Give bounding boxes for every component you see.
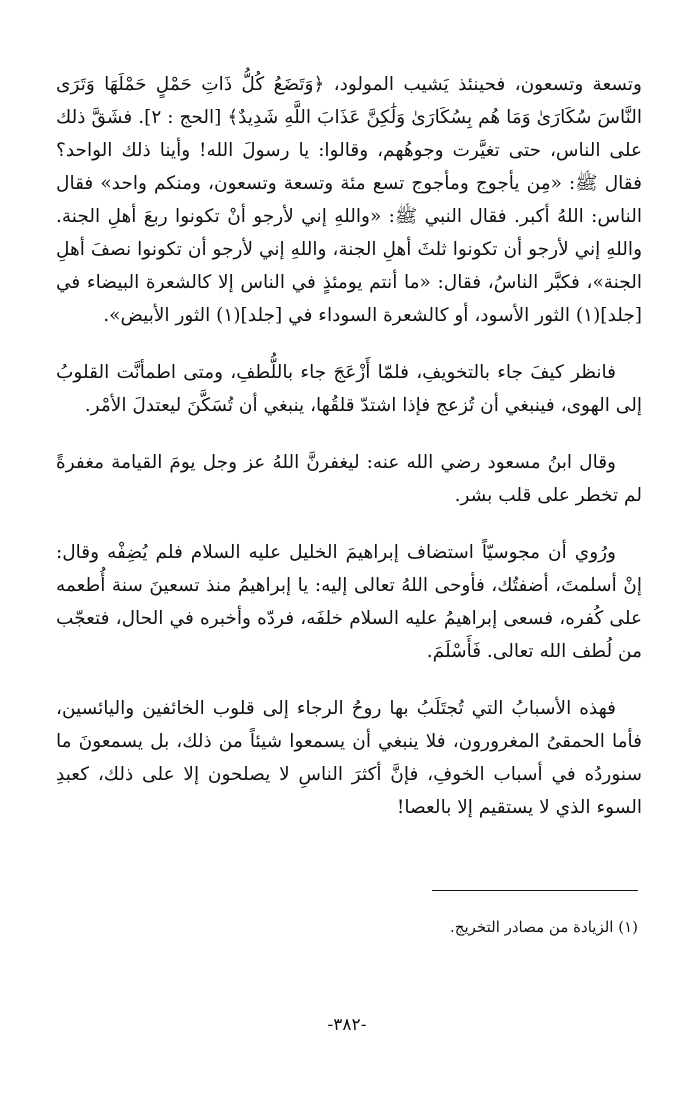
paragraph-conclusion: فهذه الأسبابُ التي تُجتَلَبُ بها روحُ الرجاء إلى قلوب الخائفين واليائسين، فأما الحمقىُ المغرورون، فلا ينبغي أن يسمعوا شيئاً من ذلك، بل يسمعونَ ما سنوردُه في أسباب الخوفِ، فإنَّ أكثرَ الناسِ لا يصلحون إلا على ذلك، كعبدِ السوء الذي لا يستقيم إلا بالعصا!: [56, 698, 642, 818]
paragraph-magian-story: ورُوي أن مجوسيّاً استضاف إبراهيمَ الخليل عليه السلام فلم يُضِفْه وقال: إنْ أسلمتَ، أضفتُك، فأوحى اللهُ تعالى إليه: يا إبراهيمُ منذ تسعينَ سنة أُطعمه على كُفره، فسعى إبراهيمُ عليه السلام خلفَه، فردّه وأخبره في الحال، فتعجّب من لُطف الله تعالى. فَأَسْلَمَ.: [56, 542, 642, 662]
footnote-separator: [432, 890, 638, 891]
page-number: -٣٨٢-: [327, 1015, 367, 1035]
paragraph-fear-and-kindness: فانظر كيفَ جاء بالتخويفِ، فلمّا أَزْعَجَ جاء باللُّطفِ، ومتى اطمأنَّت القلوبُ إلى الهوى، فينبغي أن تُزعج فإذا اشتدّ قلقُها، ينبغي أن تُسَكَّنَ ليعتدلَ الأمْر.: [56, 362, 642, 416]
paragraph-hadith: وتسعة وتسعون، فحينئذ يَشيب المولود، ﴿وَتَضَعُ كُلُّ ذَاتِ حَمْلٍ حَمْلَهَا وَتَرَى النَّاسَ سُكَارَىٰ وَمَا هُم بِسُكَارَىٰ وَلَٰكِنَّ عَذَابَ اللَّهِ شَدِيدٌ﴾ [الحج : ٢]. فشَقَّ ذلك على الناس، حتى تغيَّرت وجوهُهم، وقالوا: يا رسولَ الله! وأينا ذلك الواحد؟ فقال ﷺ: «مِن يأجوج ومأجوج تسع مئة وتسعة وتسعون، ومنكم واحد» فقال الناس: اللهُ أكبر. فقال النبي ﷺ: «واللهِ إني لأرجو أنْ تكونوا ربعَ أهلِ الجنة. واللهِ إني لأرجو أن تكونوا ثلثَ أهلِ الجنة، واللهِ إني لأرجو أن تكونوا نصفَ أهلِ الجنة»، فكبَّر الناسُ، فقال: «ما أنتم يومئذٍ في الناس إلا كالشعرة البيضاء في [جلد](١) الثور الأسود، أو كالشعرة السوداء في [جلد](١) الثور الأبيض».: [56, 74, 642, 326]
paragraph-ibn-masud: وقال ابنُ مسعود رضي الله عنه: ليغفرنَّ اللهُ عز وجل يومَ القيامة مغفرةً لم تخطر على قلب بشر.: [56, 452, 642, 506]
footnote: (١) الزيادة من مصادر التخريج.: [450, 918, 638, 936]
